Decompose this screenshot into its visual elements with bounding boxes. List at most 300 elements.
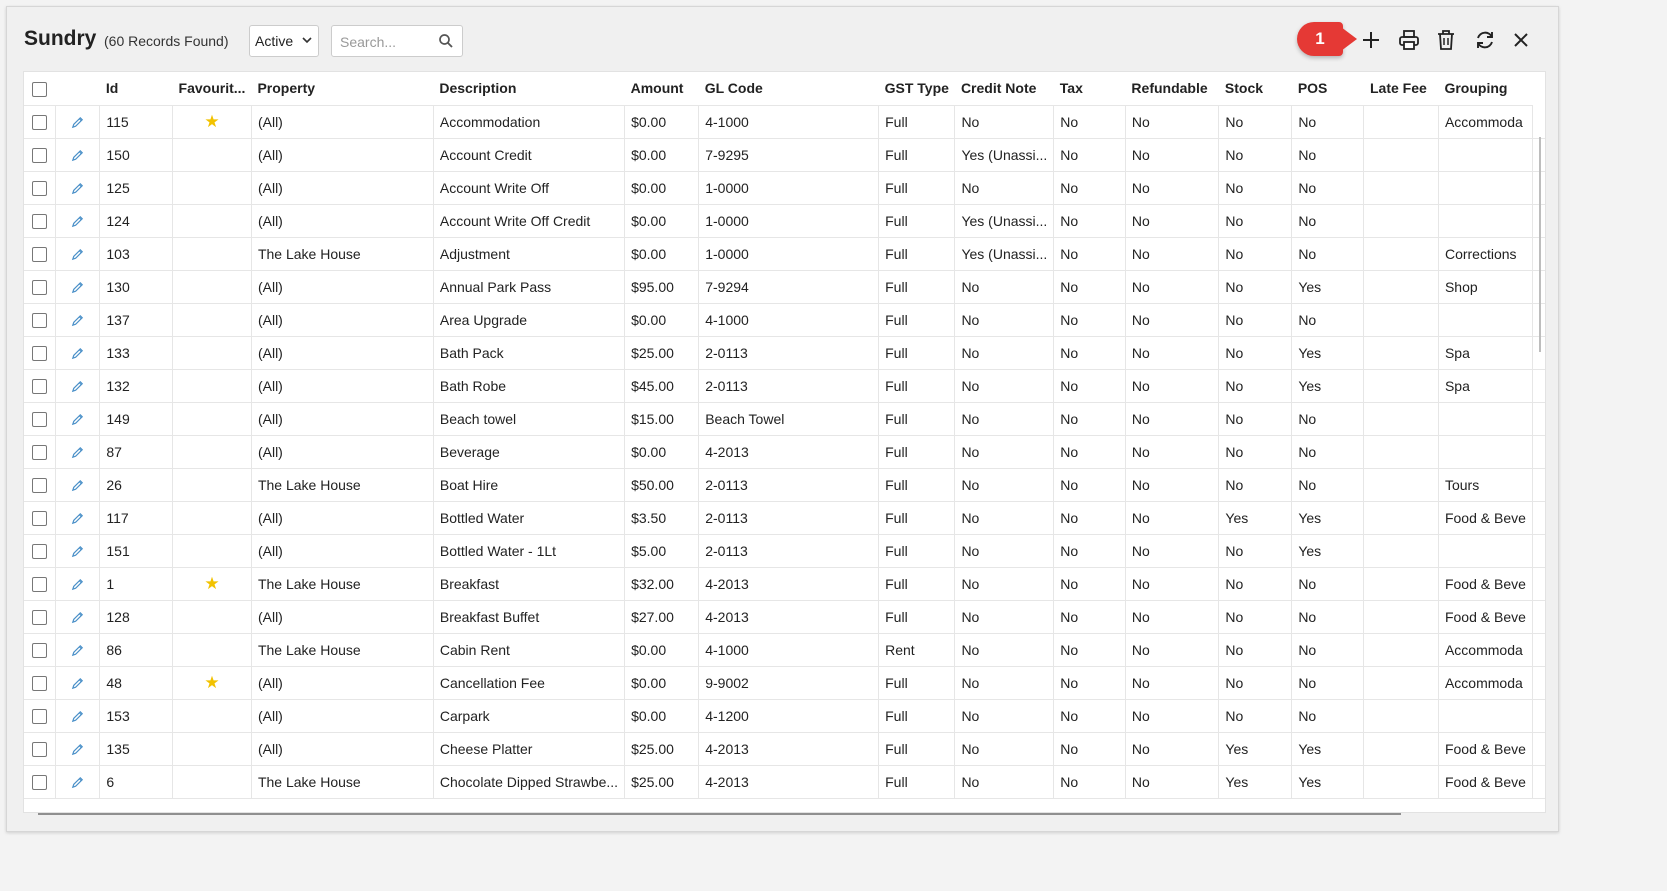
cell-gst-type: Full — [879, 567, 955, 600]
column-header-gst-type[interactable]: GST Type — [879, 72, 955, 105]
cell-late-fee — [1364, 270, 1438, 303]
pencil-icon[interactable] — [70, 610, 85, 625]
cell-amount: $0.00 — [625, 105, 699, 138]
column-header-pos[interactable]: POS — [1292, 72, 1364, 105]
cell-gst-type: Full — [879, 435, 955, 468]
table-row[interactable] — [24, 567, 1545, 600]
add-button[interactable] — [1358, 27, 1384, 53]
record-count: (60 Records Found) — [104, 33, 229, 49]
delete-button[interactable] — [1433, 27, 1459, 53]
row-checkbox[interactable] — [32, 148, 47, 163]
cell-tax: No — [1054, 336, 1126, 369]
cell-description: Account Credit — [433, 138, 624, 171]
cell-tax: No — [1054, 534, 1126, 567]
cell-gst-type: Full — [879, 534, 955, 567]
cell-pos: No — [1292, 402, 1364, 435]
row-checkbox[interactable] — [32, 709, 47, 724]
cell-grouping: Accommoda — [1438, 633, 1532, 666]
cell-gl-code: 2-0113 — [699, 468, 879, 501]
cell-gl-code: 4-1200 — [699, 699, 879, 732]
cell-favourite — [173, 105, 252, 138]
column-header-tax[interactable]: Tax — [1054, 72, 1126, 105]
pencil-icon[interactable] — [70, 775, 85, 790]
column-header-credit-note[interactable]: Credit Note — [955, 72, 1054, 105]
cell-stock: No — [1219, 699, 1292, 732]
row-select-cell — [24, 435, 56, 468]
cell-id: 130 — [100, 270, 173, 303]
cell-amount: $0.00 — [625, 666, 699, 699]
cell-amount: $0.00 — [625, 138, 699, 171]
cell-property: (All) — [251, 336, 433, 369]
cell-favourite — [173, 501, 252, 534]
select-all-checkbox[interactable] — [32, 82, 47, 97]
printer-icon — [1396, 27, 1422, 53]
cell-late-fee — [1364, 666, 1438, 699]
cell-id: 117 — [100, 501, 173, 534]
cell-description: Breakfast — [433, 567, 624, 600]
status-filter-value: Active — [255, 33, 294, 49]
cell-id: 48 — [100, 666, 173, 699]
cell-pos: No — [1292, 171, 1364, 204]
cell-tax: No — [1054, 501, 1126, 534]
cell-gst-type: Rent — [879, 633, 955, 666]
cell-tax: No — [1054, 105, 1126, 138]
cell-gl-code: 2-0113 — [699, 501, 879, 534]
row-checkbox[interactable] — [32, 577, 47, 592]
cell-id: 128 — [100, 600, 173, 633]
cell-property: (All) — [251, 303, 433, 336]
pencil-icon[interactable] — [70, 676, 85, 691]
cell-property: (All) — [251, 435, 433, 468]
row-select-cell — [24, 402, 56, 435]
pencil-icon[interactable] — [70, 247, 85, 262]
pencil-icon[interactable] — [70, 643, 85, 658]
cell-gl-code: 4-1000 — [699, 633, 879, 666]
cell-stock: No — [1219, 105, 1292, 138]
filler-cell — [1533, 732, 1546, 765]
row-select-cell — [24, 765, 56, 798]
table-row[interactable] — [24, 138, 1545, 171]
filler-cell — [1533, 435, 1546, 468]
edit-cell — [56, 303, 100, 336]
pencil-icon[interactable] — [70, 379, 85, 394]
cell-id: 103 — [100, 237, 173, 270]
table-row[interactable] — [24, 369, 1545, 402]
cell-property: (All) — [251, 501, 433, 534]
pencil-icon[interactable] — [70, 511, 85, 526]
cell-id: 132 — [100, 369, 173, 402]
row-checkbox[interactable] — [32, 742, 47, 757]
cell-credit-note: Yes (Unassi... — [955, 237, 1054, 270]
cell-late-fee — [1364, 171, 1438, 204]
cell-amount: $0.00 — [625, 204, 699, 237]
cell-id: 149 — [100, 402, 173, 435]
pencil-icon[interactable] — [70, 412, 85, 427]
cell-tax: No — [1054, 765, 1126, 798]
cell-id: 6 — [100, 765, 173, 798]
print-button[interactable] — [1396, 27, 1422, 53]
pencil-icon[interactable] — [70, 346, 85, 361]
cell-grouping: Shop — [1438, 270, 1532, 303]
cell-stock: No — [1219, 633, 1292, 666]
cell-property: The Lake House — [251, 633, 433, 666]
refresh-button[interactable] — [1472, 27, 1498, 53]
cell-refundable: No — [1125, 336, 1219, 369]
filler-cell — [1533, 699, 1546, 732]
table-header-row — [24, 72, 1545, 105]
cell-gl-code: 9-9002 — [699, 666, 879, 699]
pencil-icon[interactable] — [70, 181, 85, 196]
cell-gst-type: Full — [879, 237, 955, 270]
row-select-cell — [24, 171, 56, 204]
cell-favourite — [173, 369, 252, 402]
cell-gst-type: Full — [879, 303, 955, 336]
pencil-icon[interactable] — [70, 214, 85, 229]
plus-icon — [1358, 27, 1384, 53]
table-row[interactable] — [24, 699, 1545, 732]
cell-gst-type: Full — [879, 501, 955, 534]
refresh-icon — [1472, 27, 1498, 53]
cell-refundable: No — [1125, 105, 1219, 138]
cell-id: 86 — [100, 633, 173, 666]
cell-grouping — [1438, 138, 1532, 171]
cell-refundable: No — [1125, 732, 1219, 765]
cell-property: (All) — [251, 171, 433, 204]
cell-credit-note: No — [955, 600, 1054, 633]
row-checkbox[interactable] — [32, 412, 47, 427]
cell-credit-note: No — [955, 303, 1054, 336]
pencil-icon[interactable] — [70, 280, 85, 295]
cell-id: 87 — [100, 435, 173, 468]
cell-refundable: No — [1125, 369, 1219, 402]
status-filter-select[interactable] — [249, 25, 319, 57]
horizontal-scrollbar[interactable] — [38, 813, 1401, 815]
row-select-cell — [24, 633, 56, 666]
cell-pos: No — [1292, 204, 1364, 237]
cell-gst-type: Full — [879, 699, 955, 732]
table-row[interactable] — [24, 468, 1545, 501]
row-checkbox[interactable] — [32, 676, 47, 691]
row-select-cell — [24, 105, 56, 138]
cell-favourite — [173, 765, 252, 798]
cell-amount: $25.00 — [625, 732, 699, 765]
cell-grouping — [1438, 303, 1532, 336]
table-row[interactable] — [24, 237, 1545, 270]
edit-cell — [56, 534, 100, 567]
filler-cell — [1533, 402, 1546, 435]
cell-refundable: No — [1125, 303, 1219, 336]
row-checkbox[interactable] — [32, 247, 47, 262]
row-select-cell — [24, 303, 56, 336]
cell-favourite — [173, 270, 252, 303]
cell-property: (All) — [251, 402, 433, 435]
table-row[interactable] — [24, 501, 1545, 534]
cell-stock: No — [1219, 369, 1292, 402]
row-checkbox[interactable] — [32, 610, 47, 625]
table-row[interactable] — [24, 402, 1545, 435]
table-row[interactable] — [24, 336, 1545, 369]
cell-gl-code: 7-9294 — [699, 270, 879, 303]
row-select-cell — [24, 336, 56, 369]
pencil-icon[interactable] — [70, 577, 85, 592]
table-row[interactable] — [24, 171, 1545, 204]
table-row[interactable] — [24, 435, 1545, 468]
row-checkbox[interactable] — [32, 544, 47, 559]
cell-favourite — [173, 666, 252, 699]
table-row[interactable] — [24, 105, 1545, 138]
row-checkbox[interactable] — [32, 313, 47, 328]
cell-credit-note: No — [955, 336, 1054, 369]
cell-late-fee — [1364, 402, 1438, 435]
edit-cell — [56, 732, 100, 765]
column-header-stock[interactable]: Stock — [1219, 72, 1292, 105]
pencil-icon[interactable] — [70, 742, 85, 757]
cell-gl-code: 4-2013 — [699, 765, 879, 798]
table-row[interactable] — [24, 732, 1545, 765]
row-select-cell — [24, 534, 56, 567]
edit-cell — [56, 105, 100, 138]
filler-cell — [1533, 105, 1546, 138]
cell-late-fee — [1364, 468, 1438, 501]
search-icon[interactable] — [438, 33, 454, 49]
cell-pos: No — [1292, 468, 1364, 501]
table-row[interactable] — [24, 204, 1545, 237]
cell-favourite — [173, 171, 252, 204]
cell-property: (All) — [251, 666, 433, 699]
cell-tax: No — [1054, 666, 1126, 699]
cell-pos: Yes — [1292, 369, 1364, 402]
cell-refundable: No — [1125, 270, 1219, 303]
cell-grouping — [1438, 534, 1532, 567]
cell-refundable: No — [1125, 138, 1219, 171]
column-header-refundable[interactable]: Refundable — [1125, 72, 1219, 105]
cell-pos: Yes — [1292, 501, 1364, 534]
cell-property: The Lake House — [251, 237, 433, 270]
filler-cell — [1533, 633, 1546, 666]
cell-description: Beverage — [433, 435, 624, 468]
cell-pos: Yes — [1292, 534, 1364, 567]
column-header-grouping[interactable]: Grouping — [1438, 72, 1532, 105]
cell-favourite — [173, 699, 252, 732]
cell-late-fee — [1364, 600, 1438, 633]
cell-grouping: Food & Beve — [1438, 501, 1532, 534]
cell-gl-code: 4-2013 — [699, 435, 879, 468]
table-body — [24, 105, 1545, 798]
cell-refundable: No — [1125, 699, 1219, 732]
pencil-icon[interactable] — [70, 544, 85, 559]
table-row[interactable] — [24, 666, 1545, 699]
cell-gl-code: 1-0000 — [699, 171, 879, 204]
search-input[interactable] — [338, 32, 438, 52]
cell-stock: No — [1219, 402, 1292, 435]
cell-id: 135 — [100, 732, 173, 765]
row-select-cell — [24, 732, 56, 765]
cell-description: Account Write Off — [433, 171, 624, 204]
row-select-cell — [24, 468, 56, 501]
row-checkbox[interactable] — [32, 511, 47, 526]
cell-gst-type: Full — [879, 369, 955, 402]
row-checkbox[interactable] — [32, 181, 47, 196]
row-select-cell — [24, 369, 56, 402]
row-checkbox[interactable] — [32, 643, 47, 658]
edit-cell — [56, 402, 100, 435]
cell-favourite — [173, 336, 252, 369]
cell-amount: $0.00 — [625, 171, 699, 204]
column-header-property[interactable]: Property — [251, 72, 433, 105]
row-select-cell — [24, 237, 56, 270]
cell-favourite — [173, 567, 252, 600]
cell-favourite — [173, 534, 252, 567]
cell-gl-code: 4-1000 — [699, 105, 879, 138]
page-title: Sundry — [24, 27, 97, 50]
cell-stock: No — [1219, 468, 1292, 501]
cell-amount: $27.00 — [625, 600, 699, 633]
cell-id: 1 — [100, 567, 173, 600]
cell-pos: Yes — [1292, 270, 1364, 303]
cell-credit-note: No — [955, 435, 1054, 468]
cell-amount: $0.00 — [625, 435, 699, 468]
column-header-id[interactable]: Id — [100, 72, 173, 105]
cell-tax: No — [1054, 732, 1126, 765]
edit-cell — [56, 666, 100, 699]
cell-refundable: No — [1125, 171, 1219, 204]
column-header-description[interactable]: Description — [433, 72, 624, 105]
cell-favourite — [173, 402, 252, 435]
cell-description: Cancellation Fee — [433, 666, 624, 699]
cell-gst-type: Full — [879, 666, 955, 699]
cell-amount: $25.00 — [625, 765, 699, 798]
cell-credit-note: No — [955, 270, 1054, 303]
row-checkbox[interactable] — [32, 379, 47, 394]
column-header-gl-code[interactable]: GL Code — [699, 72, 879, 105]
cell-description: Boat Hire — [433, 468, 624, 501]
cell-amount: $95.00 — [625, 270, 699, 303]
cell-description: Cabin Rent — [433, 633, 624, 666]
cell-description: Annual Park Pass — [433, 270, 624, 303]
pencil-icon[interactable] — [70, 148, 85, 163]
cell-tax: No — [1054, 633, 1126, 666]
cell-refundable: No — [1125, 501, 1219, 534]
cell-tax: No — [1054, 204, 1126, 237]
cell-pos: No — [1292, 666, 1364, 699]
star-icon: ★ — [204, 672, 220, 692]
pencil-icon[interactable] — [70, 478, 85, 493]
cell-pos: No — [1292, 237, 1364, 270]
column-header-late-fee[interactable]: Late Fee — [1364, 72, 1438, 105]
cell-refundable: No — [1125, 765, 1219, 798]
sundry-window — [6, 6, 1559, 832]
search-box — [331, 25, 463, 57]
star-icon: ★ — [204, 111, 220, 131]
cell-tax: No — [1054, 303, 1126, 336]
cell-late-fee — [1364, 699, 1438, 732]
cell-stock: No — [1219, 303, 1292, 336]
row-checkbox[interactable] — [32, 478, 47, 493]
cell-description: Bottled Water — [433, 501, 624, 534]
pencil-icon[interactable] — [70, 709, 85, 724]
cell-late-fee — [1364, 105, 1438, 138]
row-select-cell — [24, 270, 56, 303]
cell-stock: No — [1219, 600, 1292, 633]
pencil-icon[interactable] — [70, 313, 85, 328]
cell-id: 150 — [100, 138, 173, 171]
cell-property: (All) — [251, 699, 433, 732]
filler-cell — [1533, 600, 1546, 633]
cell-late-fee — [1364, 303, 1438, 336]
row-checkbox[interactable] — [32, 280, 47, 295]
cell-credit-note: No — [955, 369, 1054, 402]
cell-id: 137 — [100, 303, 173, 336]
cell-property: (All) — [251, 600, 433, 633]
table-row[interactable] — [24, 303, 1545, 336]
cell-gst-type: Full — [879, 171, 955, 204]
cell-stock: No — [1219, 336, 1292, 369]
edit-cell — [56, 171, 100, 204]
cell-late-fee — [1364, 369, 1438, 402]
cell-credit-note: No — [955, 171, 1054, 204]
table-row[interactable] — [24, 765, 1545, 798]
cell-late-fee — [1364, 204, 1438, 237]
cell-property: (All) — [251, 138, 433, 171]
table-row[interactable] — [24, 534, 1545, 567]
edit-cell — [56, 435, 100, 468]
cell-late-fee — [1364, 567, 1438, 600]
table-row[interactable] — [24, 270, 1545, 303]
cell-pos: Yes — [1292, 732, 1364, 765]
cell-gl-code: 1-0000 — [699, 204, 879, 237]
cell-refundable: No — [1125, 567, 1219, 600]
cell-grouping: Food & Beve — [1438, 732, 1532, 765]
cell-property: (All) — [251, 732, 433, 765]
cell-credit-note: No — [955, 105, 1054, 138]
close-button[interactable] — [1508, 27, 1534, 53]
cell-credit-note: No — [955, 699, 1054, 732]
vertical-scrollbar[interactable] — [1539, 137, 1541, 352]
cell-grouping — [1438, 699, 1532, 732]
pencil-icon[interactable] — [70, 115, 85, 130]
table-row[interactable] — [24, 600, 1545, 633]
pencil-icon[interactable] — [70, 445, 85, 460]
row-checkbox[interactable] — [32, 346, 47, 361]
cell-credit-note: No — [955, 402, 1054, 435]
cell-grouping: Accommoda — [1438, 105, 1532, 138]
row-checkbox[interactable] — [32, 214, 47, 229]
cell-property: The Lake House — [251, 468, 433, 501]
row-checkbox[interactable] — [32, 775, 47, 790]
cell-amount: $25.00 — [625, 336, 699, 369]
cell-gst-type: Full — [879, 204, 955, 237]
cell-stock: No — [1219, 567, 1292, 600]
close-icon — [1508, 27, 1534, 53]
select-all-cell — [24, 72, 56, 105]
column-header-favourite[interactable]: Favourit... — [173, 72, 252, 105]
row-checkbox[interactable] — [32, 445, 47, 460]
row-checkbox[interactable] — [32, 115, 47, 130]
cell-pos: No — [1292, 138, 1364, 171]
cell-id: 115 — [100, 105, 173, 138]
row-select-cell — [24, 699, 56, 732]
cell-grouping — [1438, 435, 1532, 468]
table-row[interactable] — [24, 633, 1545, 666]
cell-gst-type: Full — [879, 732, 955, 765]
cell-late-fee — [1364, 138, 1438, 171]
cell-stock: No — [1219, 204, 1292, 237]
cell-gl-code: 4-2013 — [699, 600, 879, 633]
star-icon: ★ — [204, 573, 220, 593]
column-header-amount[interactable]: Amount — [625, 72, 699, 105]
cell-tax: No — [1054, 600, 1126, 633]
cell-id: 124 — [100, 204, 173, 237]
